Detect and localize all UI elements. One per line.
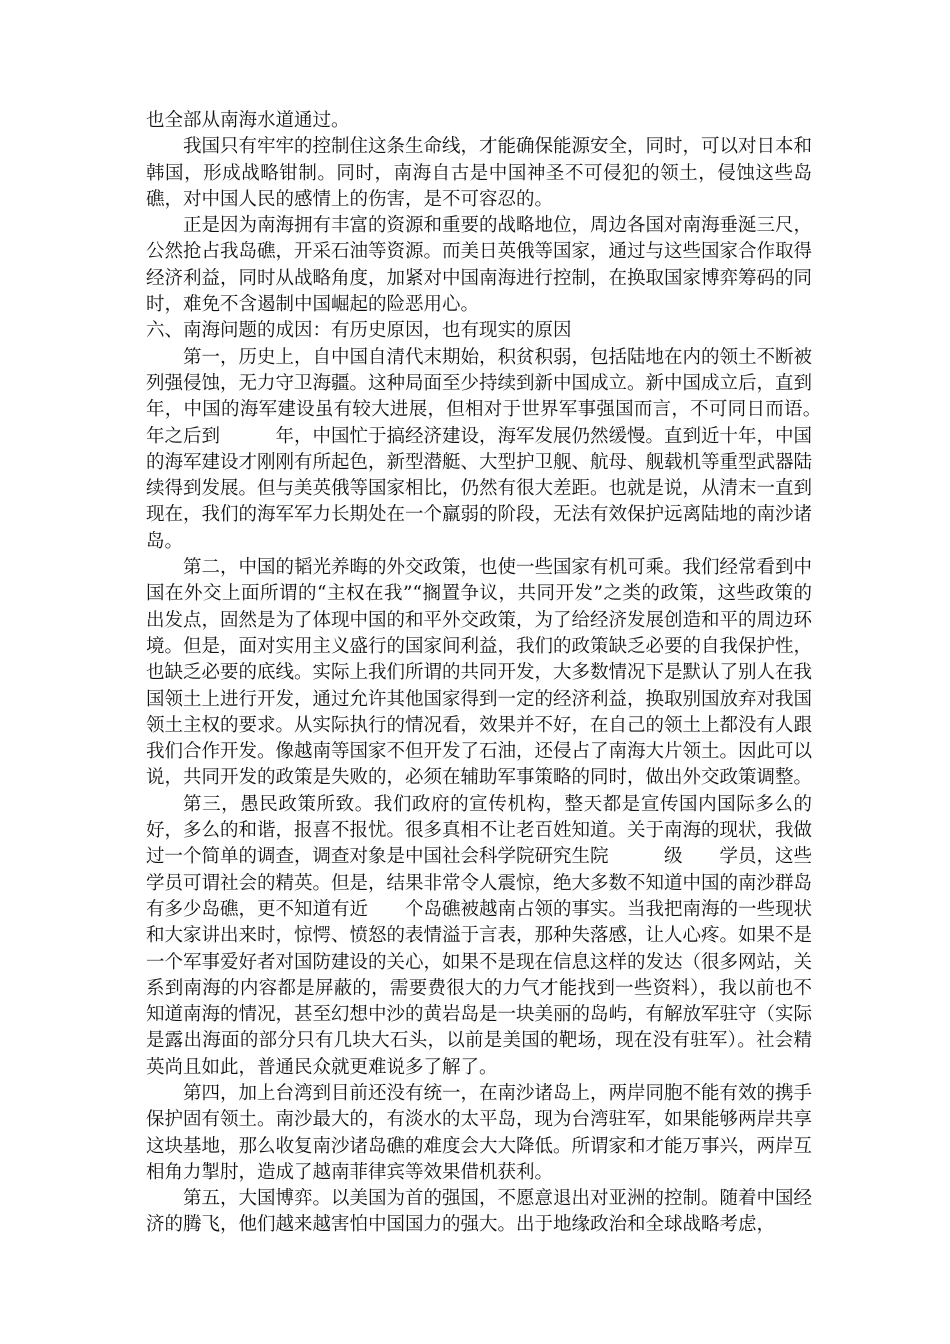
- paragraph-continuation: 也全部从南海水道通过。: [146, 110, 350, 131]
- document-page: [146, 108, 868, 1239]
- section-heading-causes: 六、南海问题的成因：有历史原因，也有现实的原因: [146, 320, 572, 342]
- paragraph-energy-security: 我国只有牢牢的控制住这条生命线，才能确保能源安全，同时，可以对日本和韩国，形成战略钳制。同时，南海自古是中国神圣不可侵犯的领土，侵蚀这些岛礁，对中国人民的感情上的伤害，是不可容忍的。: [146, 136, 813, 210]
- paragraph-third-propaganda: 第三，愚民政策所致。我们政府的宣传机构，整天都是宣传国内国际多么的好，多么的和谐，报喜不报忧。很多真相不让老百姓知道。关于南海的现状，我做过一个简单的调查，调查对象是中国社会科学院研究生院 级 学员，这些学员可谓社会的精英。但是，结果非常令人震惊，绝大多数不知道中国的南沙群岛有多少岛礁，更不知道有近 个岛礁被越南占领的事实。当我把南海的一些现状和大家讲出来时，惊愕、愤怒的表情溢于言表，那种失落感，让人心疼。如果不是一个军事爱好者对国防建设的关心，如果不是现在信息这样的发达（很多网站，关系到南海的内容都是屏蔽的，需要费很大的力气才能找到一些资料），我以前也不知道南海的情况，甚至幻想中沙的黄岩岛是一块美丽的岛屿，有解放军驻守（实际是露出海面的部分只有几块大石头，以前是美国的靶场，现在没有驻军）。社会精英尚且如此，普通民众就更难说多了解了。: [146, 793, 813, 1078]
- paragraph-second-diplomacy: 第二，中国的韬光养晦的外交政策，也使一些国家有机可乘。我们经常看到中国在外交上面所谓的“主权在我”“搁置争议，共同开发”之类的政策，这些政策的出发点，固然是为了体现中国的和平外交政策，为了给经济发展创造和平的周边环境。但是，面对实用主义盛行的国家间利益，我们的政策缺乏必要的自我保护性，也缺乏必要的底线。实际上我们所谓的共同开发，大多数情况下是默认了别人在我国领土上进行开发，通过允许其他国家得到一定的经济利益，换取别国放弃对我国领土主权的要求。从实际执行的情况看，效果并不好，在自己的领土上都没有人跟我们合作开发。像越南等国家不但开发了石油，还侵占了南海大片领土。因此可以说，共同开发的政策是失败的，必须在辅助军事策略的同时，做出外交政策调整。: [146, 557, 813, 789]
- paragraph-first-history: 第一，历史上，自中国自清代末期始，积贫积弱，包括陆地在内的领土不断被列强侵蚀，无力守卫海疆。这种局面至少持续到新中国成立。新中国成立后，直到 年，中国的海军建设虽有较大进展，但相对于世界军事强国而言，不可同日而语。 年之后到 年，中国忙于搞经济建设，海军发展仍然缓慢。直到近十年，中国的海军建设才刚刚有所起色，新型潜艇、大型护卫舰、航母、舰载机等重型武器陆续得到发展。但与美英俄等国家相比，仍然有很大差距。也就是说，从清末一直到现在，我们的海军军力长期处在一个羸弱的阶段，无法有效保护远离陆地的南沙诸岛。: [146, 346, 868, 552]
- paragraph-fourth-taiwan: 第四，加上台湾到目前还没有统一，在南沙诸岛上，两岸同胞不能有效的携手保护固有领土。南沙最大的，有淡水的太平岛，现为台湾驻军，如果能够两岸共享这块基地，那么收复南沙诸岛礁的难度会大大降低。所谓家和才能万事兴，两岸互相角力掣肘，造成了越南菲律宾等效果借机获利。: [146, 1082, 813, 1183]
- paragraph-fifth-great-powers: 第五，大国博弈。以美国为首的强国，不愿意退出对亚洲的控制。随着中国经济的腾飞，他们越来越害怕中国国力的强大。出于地缘政治和全球战略考虑，: [146, 1188, 813, 1236]
- paragraph-strategic-position: 正是因为南海拥有丰富的资源和重要的战略地位，周边各国对南海垂涎三尺，公然抢占我岛礁，开采石油等资源。而美日英俄等国家，通过与这些国家合作取得经济利益，同时从战略角度，加紧对中国南海进行控制，在换取国家博弈筹码的同时，难免不含遏制中国崛起的险恶用心。: [146, 215, 813, 316]
